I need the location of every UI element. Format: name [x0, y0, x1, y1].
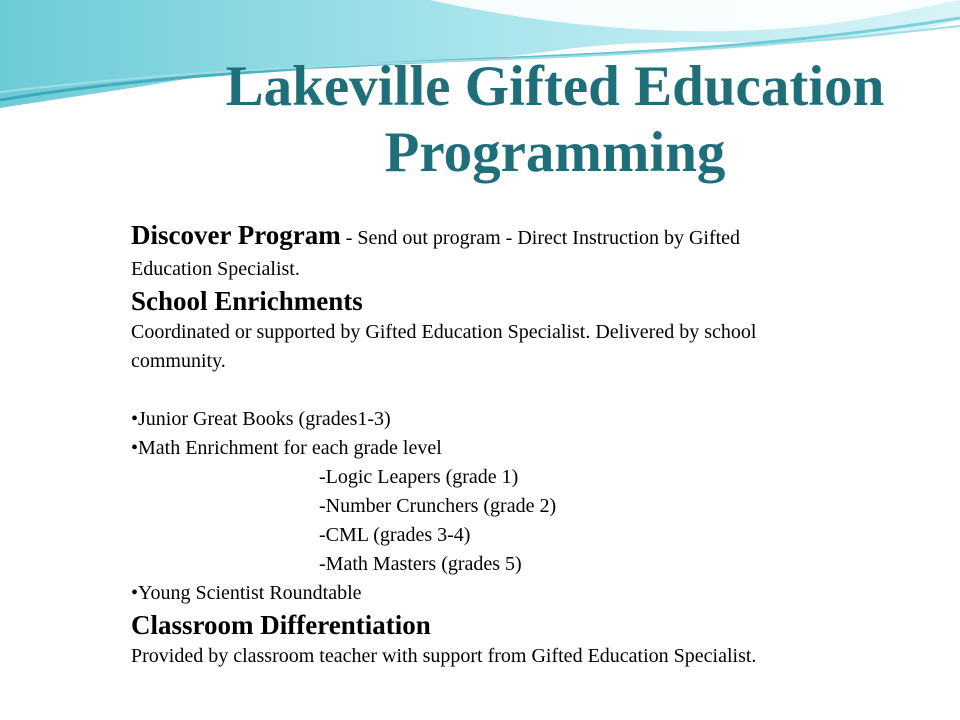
- discover-description: Send out program - Direct Instruction by Gifted: [357, 227, 741, 249]
- sub-item-logic-leapers: -Logic Leapers (grade 1): [319, 466, 519, 488]
- slide-body: [131, 218, 931, 671]
- classroom-differentiation-heading: Classroom Differentiation: [131, 610, 431, 640]
- enrichments-description-line-2: community.: [131, 350, 226, 372]
- spacer: [131, 376, 931, 405]
- bullet-math-enrichment: •Math Enrichment for each grade level: [131, 437, 442, 459]
- discover-program-heading: Discover Program: [131, 220, 341, 250]
- discover-description-continuation: Education Specialist.: [131, 258, 300, 280]
- sub-item-math-masters: -Math Masters (grades 5): [319, 553, 522, 575]
- discover-program-line: [131, 218, 931, 255]
- title-line-2: Programming: [384, 121, 726, 184]
- bullet-young-scientist: •Young Scientist Roundtable: [131, 582, 362, 604]
- differentiation-description: Provided by classroom teacher with support from Gifted Education Specialist.: [131, 645, 757, 667]
- bullet-junior-great-books: •Junior Great Books (grades1-3): [131, 408, 391, 430]
- title-line-1: Lakeville Gifted Education: [225, 55, 885, 118]
- sub-item-number-crunchers: -Number Crunchers (grade 2): [319, 495, 557, 517]
- discover-separator: -: [340, 227, 358, 249]
- enrichments-description-line-1: Coordinated or supported by Gifted Education Specialist. Delivered by school: [131, 321, 757, 343]
- slide-title: [160, 54, 950, 186]
- school-enrichments-heading: School Enrichments: [131, 286, 363, 316]
- sub-item-cml: -CML (grades 3-4): [319, 524, 471, 546]
